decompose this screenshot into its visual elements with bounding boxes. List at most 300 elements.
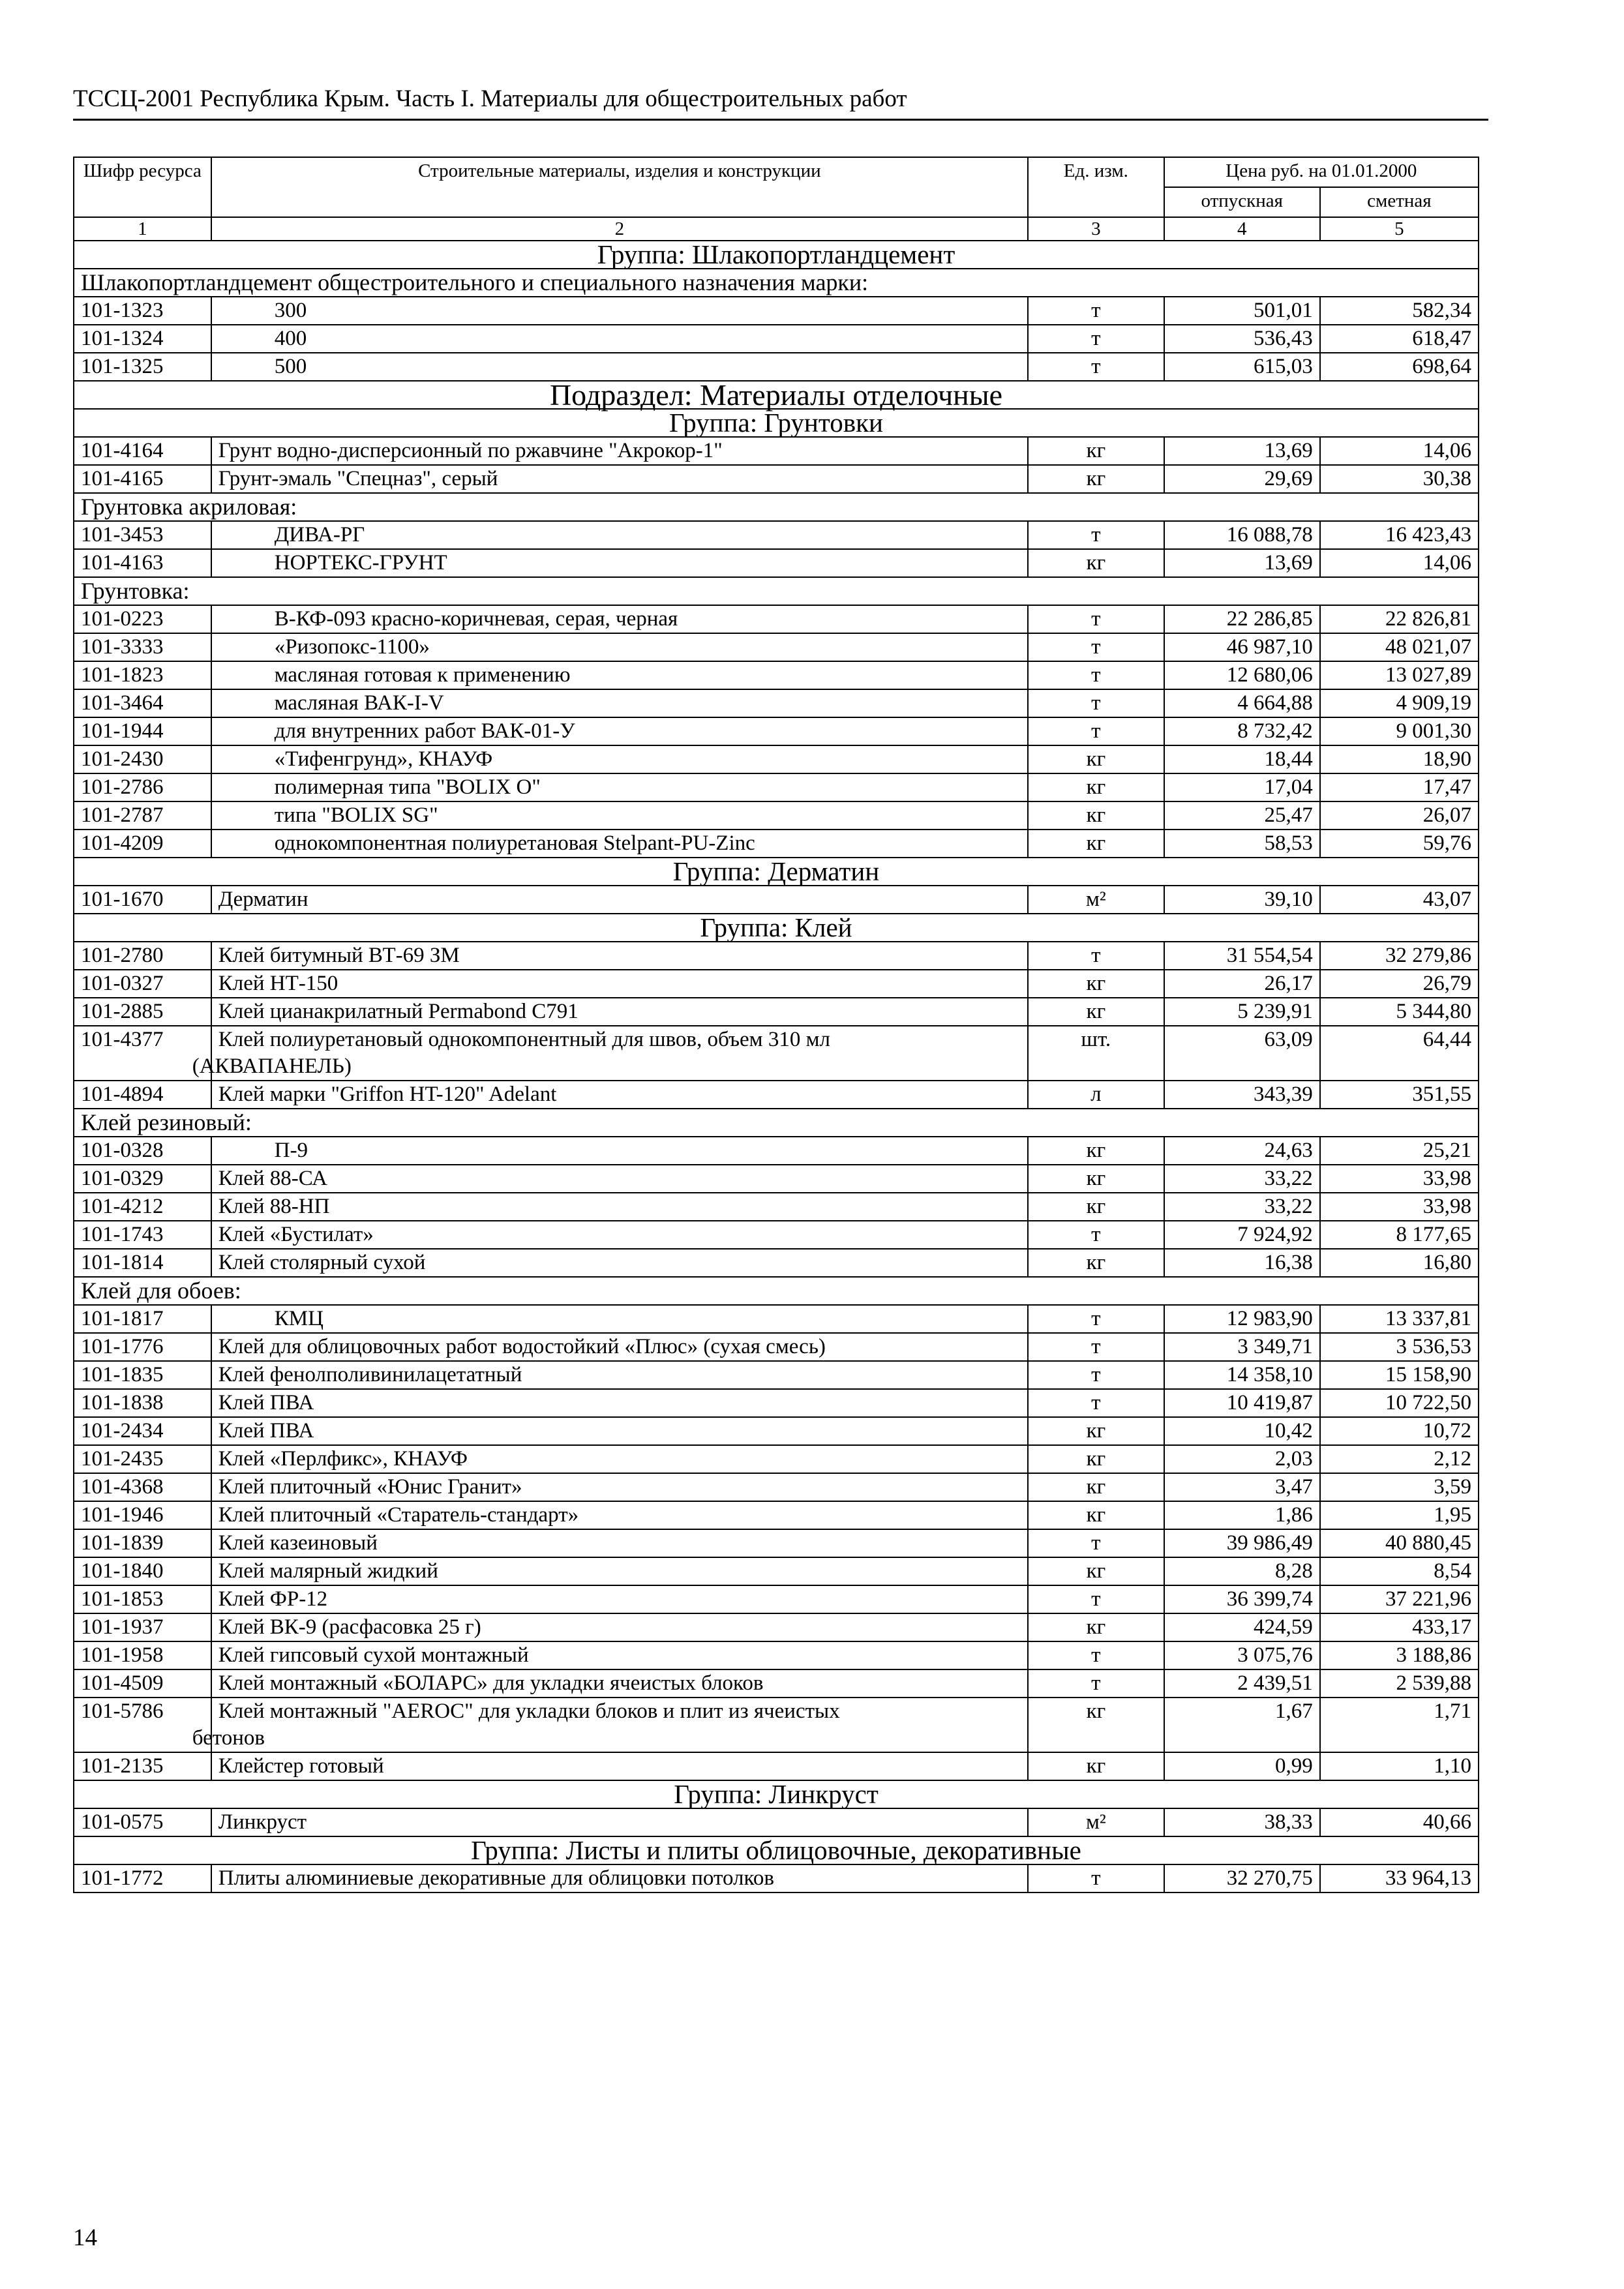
unit: т xyxy=(1028,1585,1164,1613)
material-name-line: Клей марки "Griffon HT-120" Adelant xyxy=(218,1083,557,1106)
material-name xyxy=(211,1445,1028,1473)
material-name xyxy=(211,745,1028,773)
group-row xyxy=(74,1836,1479,1864)
material-name xyxy=(211,942,1028,970)
material-name-line: Клей казеиновый xyxy=(218,1531,378,1555)
material-name-line: Клей ВК-9 (расфасовка 25 г) xyxy=(218,1615,481,1639)
price-release: 343,39 xyxy=(1164,1081,1320,1109)
material-name-line: для внутренних работ ВАК-01-У xyxy=(274,719,575,743)
material-name xyxy=(211,1529,1028,1557)
group-row xyxy=(74,1780,1479,1808)
table-body xyxy=(74,241,1479,1893)
table-row xyxy=(74,1613,1479,1641)
price-estimate: 9 001,30 xyxy=(1320,717,1479,745)
price-release: 501,01 xyxy=(1164,297,1320,325)
unit: кг xyxy=(1028,549,1164,577)
resource-code: 101-3333 xyxy=(74,633,211,661)
price-release: 536,43 xyxy=(1164,325,1320,353)
group-title: Группа: Дерматин xyxy=(74,858,1479,886)
resource-code: 101-3464 xyxy=(74,689,211,717)
subheader-text: Клей резиновый: xyxy=(74,1109,1479,1137)
unit: т xyxy=(1028,1389,1164,1417)
price-release: 3,47 xyxy=(1164,1473,1320,1501)
subheader-row xyxy=(74,1277,1479,1305)
header-price-estimate: сметная xyxy=(1320,187,1479,217)
price-estimate: 40 880,45 xyxy=(1320,1529,1479,1557)
unit: кг xyxy=(1028,801,1164,830)
table-row xyxy=(74,1305,1479,1333)
material-name xyxy=(211,998,1028,1026)
table-row xyxy=(74,1417,1479,1445)
table-row xyxy=(74,1752,1479,1780)
unit: кг xyxy=(1028,1698,1164,1752)
material-name xyxy=(211,633,1028,661)
price-estimate: 14,06 xyxy=(1320,549,1479,577)
material-name-line: Клей полиуретановый однокомпонентный для швов, объем 310 мл xyxy=(218,1028,830,1051)
unit: кг xyxy=(1028,437,1164,465)
material-name-line: Клей плиточный «Юнис Гранит» xyxy=(218,1475,522,1499)
price-release: 7 924,92 xyxy=(1164,1221,1320,1249)
unit: кг xyxy=(1028,1445,1164,1473)
resource-code: 101-1772 xyxy=(74,1864,211,1893)
unit: кг xyxy=(1028,1137,1164,1165)
resource-code: 101-1817 xyxy=(74,1305,211,1333)
material-name-line: Клей гипсовый сухой монтажный xyxy=(218,1643,529,1667)
material-name-line: Клейстер готовый xyxy=(218,1754,384,1778)
price-release: 13,69 xyxy=(1164,549,1320,577)
group-row xyxy=(74,914,1479,942)
price-estimate: 433,17 xyxy=(1320,1613,1479,1641)
resource-code: 101-4894 xyxy=(74,1081,211,1109)
resource-code: 101-1840 xyxy=(74,1557,211,1585)
price-estimate: 17,47 xyxy=(1320,773,1479,801)
material-name xyxy=(211,353,1028,381)
unit: кг xyxy=(1028,465,1164,493)
price-estimate: 14,06 xyxy=(1320,437,1479,465)
material-name-line: Клей 88-НП xyxy=(218,1195,330,1218)
unit: т xyxy=(1028,1641,1164,1669)
material-name-line: Клей битумный ВТ-69 ЗМ xyxy=(218,944,460,967)
table-row xyxy=(74,1361,1479,1389)
unit: т xyxy=(1028,717,1164,745)
material-name xyxy=(211,1501,1028,1529)
group-title: Группа: Клей xyxy=(74,914,1479,942)
price-estimate: 618,47 xyxy=(1320,325,1479,353)
material-name xyxy=(211,689,1028,717)
price-release: 25,47 xyxy=(1164,801,1320,830)
table-row xyxy=(74,521,1479,549)
material-name xyxy=(211,773,1028,801)
material-name xyxy=(211,521,1028,549)
price-release: 1,67 xyxy=(1164,1698,1320,1752)
resource-code: 101-1325 xyxy=(74,353,211,381)
material-name-line: масляная готовая к применению xyxy=(274,663,571,687)
header-name: Строительные материалы, изделия и конструкции xyxy=(211,157,1028,217)
unit: т xyxy=(1028,325,1164,353)
material-name-line: Клей монтажный "AEROC" для укладки блоков и плит из ячеистых xyxy=(218,1699,840,1723)
material-name xyxy=(211,801,1028,830)
table-row xyxy=(74,886,1479,914)
material-name-line: Клей ПВА xyxy=(218,1419,314,1443)
material-name-line: Клей 88-СА xyxy=(218,1167,327,1190)
material-name-line: Дерматин xyxy=(218,888,308,911)
price-table xyxy=(73,157,1479,1893)
unit: т xyxy=(1028,633,1164,661)
material-name xyxy=(192,1026,1028,1081)
price-estimate: 59,76 xyxy=(1320,830,1479,858)
material-name-line: 300 xyxy=(274,299,307,322)
resource-code: 101-0329 xyxy=(74,1165,211,1193)
material-name xyxy=(211,605,1028,633)
table-row xyxy=(74,942,1479,970)
material-name-line: П-9 xyxy=(274,1139,308,1162)
table-row xyxy=(74,773,1479,801)
price-release: 39 986,49 xyxy=(1164,1529,1320,1557)
subheader-row xyxy=(74,269,1479,297)
resource-code: 101-4212 xyxy=(74,1193,211,1221)
price-release: 8 732,42 xyxy=(1164,717,1320,745)
resource-code: 101-1324 xyxy=(74,325,211,353)
unit: т xyxy=(1028,689,1164,717)
price-release: 4 664,88 xyxy=(1164,689,1320,717)
material-name xyxy=(211,1361,1028,1389)
resource-code: 101-1835 xyxy=(74,1361,211,1389)
table-row xyxy=(74,1501,1479,1529)
material-name-line: КМЦ xyxy=(274,1307,323,1330)
resource-code: 101-1814 xyxy=(74,1249,211,1277)
price-estimate: 15 158,90 xyxy=(1320,1361,1479,1389)
table-row xyxy=(74,830,1479,858)
unit: т xyxy=(1028,1529,1164,1557)
price-estimate: 26,07 xyxy=(1320,801,1479,830)
material-name xyxy=(211,1417,1028,1445)
material-name xyxy=(211,717,1028,745)
unit: т xyxy=(1028,1361,1164,1389)
resource-code: 101-1776 xyxy=(74,1333,211,1361)
price-release: 46 987,10 xyxy=(1164,633,1320,661)
resource-code: 101-0223 xyxy=(74,605,211,633)
material-name-line: масляная ВАК-I-V xyxy=(274,691,444,715)
unit: т xyxy=(1028,1305,1164,1333)
material-name-line: Клей монтажный «БОЛАРС» для укладки ячеистых блоков xyxy=(218,1671,764,1695)
price-release: 36 399,74 xyxy=(1164,1585,1320,1613)
unit: кг xyxy=(1028,1613,1164,1641)
material-name-line: Линкруст xyxy=(218,1810,307,1834)
material-name-line: В-КФ-093 красно-коричневая, серая, черная xyxy=(274,607,678,631)
group-title: Группа: Грунтовки xyxy=(74,409,1479,437)
resource-code: 101-1937 xyxy=(74,1613,211,1641)
column-number: 5 xyxy=(1320,217,1479,241)
price-estimate: 16,80 xyxy=(1320,1249,1479,1277)
price-release: 10,42 xyxy=(1164,1417,1320,1445)
price-release: 58,53 xyxy=(1164,830,1320,858)
unit: кг xyxy=(1028,1165,1164,1193)
table-row xyxy=(74,633,1479,661)
material-name xyxy=(211,1808,1028,1836)
price-release: 13,69 xyxy=(1164,437,1320,465)
material-name xyxy=(192,1698,1028,1752)
unit: м² xyxy=(1028,886,1164,914)
material-name-line: полимерная типа "BOLIX O" xyxy=(274,775,541,799)
table-row xyxy=(74,1193,1479,1221)
price-release: 29,69 xyxy=(1164,465,1320,493)
material-name xyxy=(211,970,1028,998)
material-name-line: Клей НТ-150 xyxy=(218,972,338,995)
unit: шт. xyxy=(1028,1026,1164,1081)
unit: т xyxy=(1028,1864,1164,1893)
material-name-line: ДИВА-РГ xyxy=(274,523,365,546)
table-row xyxy=(74,1389,1479,1417)
price-estimate: 1,71 xyxy=(1320,1698,1479,1752)
page-number: 14 xyxy=(73,2224,97,2251)
unit: кг xyxy=(1028,830,1164,858)
unit: м² xyxy=(1028,1808,1164,1836)
table-row xyxy=(74,998,1479,1026)
material-name-line: Клей «Бустилат» xyxy=(218,1223,374,1246)
resource-code: 101-3453 xyxy=(74,521,211,549)
price-estimate: 48 021,07 xyxy=(1320,633,1479,661)
price-release: 424,59 xyxy=(1164,1613,1320,1641)
column-number: 3 xyxy=(1028,217,1164,241)
price-estimate: 8,54 xyxy=(1320,1557,1479,1585)
material-name xyxy=(211,1669,1028,1698)
column-number: 4 xyxy=(1164,217,1320,241)
price-release: 10 419,87 xyxy=(1164,1389,1320,1417)
price-estimate: 33,98 xyxy=(1320,1165,1479,1193)
unit: т xyxy=(1028,942,1164,970)
resource-code: 101-0328 xyxy=(74,1137,211,1165)
price-release: 12 983,90 xyxy=(1164,1305,1320,1333)
material-name xyxy=(211,1613,1028,1641)
material-name xyxy=(211,1864,1028,1893)
material-name-line: Клей «Перлфикс», КНАУФ xyxy=(218,1447,468,1471)
unit: т xyxy=(1028,353,1164,381)
price-estimate: 64,44 xyxy=(1320,1026,1479,1081)
material-name-line: Клей цианакрилатный Permabond C791 xyxy=(218,1000,579,1023)
resource-code: 101-4377 xyxy=(74,1026,211,1081)
table-row xyxy=(74,1529,1479,1557)
price-release: 22 286,85 xyxy=(1164,605,1320,633)
resource-code: 101-4209 xyxy=(74,830,211,858)
price-release: 33,22 xyxy=(1164,1193,1320,1221)
table-row xyxy=(74,297,1479,325)
resource-code: 101-2786 xyxy=(74,773,211,801)
price-estimate: 43,07 xyxy=(1320,886,1479,914)
resource-code: 101-4368 xyxy=(74,1473,211,1501)
price-estimate: 16 423,43 xyxy=(1320,521,1479,549)
price-estimate: 40,66 xyxy=(1320,1808,1479,1836)
resource-code: 101-4164 xyxy=(74,437,211,465)
resource-code: 101-1670 xyxy=(74,886,211,914)
group-title: Группа: Листы и плиты облицовочные, декоративные xyxy=(74,1836,1479,1864)
material-name-line: однокомпонентная полиуретановая Stelpant-PU-Zinc xyxy=(274,831,755,855)
material-name xyxy=(211,437,1028,465)
table-row xyxy=(74,1473,1479,1501)
group-row xyxy=(74,858,1479,886)
price-release: 16 088,78 xyxy=(1164,521,1320,549)
subheader-text: Грунтовка: xyxy=(74,577,1479,605)
header-price-group: Цена руб. на 01.01.2000 xyxy=(1164,157,1479,187)
subsection-title: Подраздел: Материалы отделочные xyxy=(74,381,1479,409)
price-estimate: 4 909,19 xyxy=(1320,689,1479,717)
subheader-row xyxy=(74,1109,1479,1137)
price-release: 18,44 xyxy=(1164,745,1320,773)
price-estimate: 18,90 xyxy=(1320,745,1479,773)
material-name-line: Клей столярный сухой xyxy=(218,1251,426,1274)
price-release: 2,03 xyxy=(1164,1445,1320,1473)
material-name-line: «Тифенгрунд», КНАУФ xyxy=(274,747,493,771)
price-estimate: 5 344,80 xyxy=(1320,998,1479,1026)
table-row xyxy=(74,549,1479,577)
group-row xyxy=(74,409,1479,437)
resource-code: 101-1323 xyxy=(74,297,211,325)
price-estimate: 2,12 xyxy=(1320,1445,1479,1473)
price-estimate: 25,21 xyxy=(1320,1137,1479,1165)
resource-code: 101-1838 xyxy=(74,1389,211,1417)
resource-code: 101-2787 xyxy=(74,801,211,830)
material-name xyxy=(211,1333,1028,1361)
price-estimate: 3 188,86 xyxy=(1320,1641,1479,1669)
resource-code: 101-2434 xyxy=(74,1417,211,1445)
material-name xyxy=(211,1221,1028,1249)
table-row xyxy=(74,1641,1479,1669)
table-row xyxy=(74,605,1479,633)
material-name-continuation: бетонов xyxy=(192,1726,265,1750)
resource-code: 101-1946 xyxy=(74,1501,211,1529)
material-name xyxy=(211,1585,1028,1613)
resource-code: 101-2435 xyxy=(74,1445,211,1473)
material-name xyxy=(211,1641,1028,1669)
table-row xyxy=(74,1864,1479,1893)
group-title: Группа: Шлакопортландцемент xyxy=(74,241,1479,269)
material-name xyxy=(211,1249,1028,1277)
material-name xyxy=(211,830,1028,858)
resource-code: 101-0575 xyxy=(74,1808,211,1836)
column-number: 2 xyxy=(211,217,1028,241)
unit: т xyxy=(1028,1333,1164,1361)
resource-code: 101-0327 xyxy=(74,970,211,998)
table-row xyxy=(74,437,1479,465)
unit: т xyxy=(1028,521,1164,549)
unit: т xyxy=(1028,297,1164,325)
unit: т xyxy=(1028,605,1164,633)
unit: кг xyxy=(1028,970,1164,998)
price-release: 38,33 xyxy=(1164,1808,1320,1836)
resource-code: 101-4509 xyxy=(74,1669,211,1698)
material-name-line: Грунт-эмаль "Спецназ", серый xyxy=(218,467,498,490)
material-name xyxy=(211,1389,1028,1417)
price-release: 2 439,51 xyxy=(1164,1669,1320,1698)
table-row xyxy=(74,325,1479,353)
price-release: 63,09 xyxy=(1164,1026,1320,1081)
price-estimate: 698,64 xyxy=(1320,353,1479,381)
table-row xyxy=(74,1808,1479,1836)
unit: кг xyxy=(1028,773,1164,801)
price-estimate: 32 279,86 xyxy=(1320,942,1479,970)
price-estimate: 2 539,88 xyxy=(1320,1669,1479,1698)
price-estimate: 3 536,53 xyxy=(1320,1333,1479,1361)
unit: кг xyxy=(1028,998,1164,1026)
column-number: 1 xyxy=(74,217,211,241)
unit: кг xyxy=(1028,1249,1164,1277)
material-name xyxy=(211,1557,1028,1585)
material-name xyxy=(211,325,1028,353)
price-estimate: 1,95 xyxy=(1320,1501,1479,1529)
material-name-line: 400 xyxy=(274,327,307,350)
material-name-line: Клей ФР-12 xyxy=(218,1587,328,1611)
resource-code: 101-1944 xyxy=(74,717,211,745)
resource-code: 101-1958 xyxy=(74,1641,211,1669)
unit: т xyxy=(1028,1669,1164,1698)
resource-code: 101-4163 xyxy=(74,549,211,577)
table-row xyxy=(74,1165,1479,1193)
price-estimate: 26,79 xyxy=(1320,970,1479,998)
price-release: 5 239,91 xyxy=(1164,998,1320,1026)
subheader-row xyxy=(74,493,1479,521)
running-head: ТССЦ-2001 Республика Крым. Часть I. Материалы для общестроительных работ xyxy=(73,83,1488,121)
price-estimate: 3,59 xyxy=(1320,1473,1479,1501)
price-release: 32 270,75 xyxy=(1164,1864,1320,1893)
subheader-row xyxy=(74,577,1479,605)
price-estimate: 33,98 xyxy=(1320,1193,1479,1221)
price-estimate: 37 221,96 xyxy=(1320,1585,1479,1613)
material-name xyxy=(211,1473,1028,1501)
unit: кг xyxy=(1028,1752,1164,1780)
material-name-line: НОРТЕКС-ГРУНТ xyxy=(274,551,447,575)
group-row xyxy=(74,241,1479,269)
resource-code: 101-2135 xyxy=(74,1752,211,1780)
table-row xyxy=(74,465,1479,493)
unit: кг xyxy=(1028,1193,1164,1221)
material-name-line: Клей для облицовочных работ водостойкий «Плюс» (сухая смесь) xyxy=(218,1335,826,1358)
material-name-continuation: (АКВАПАНЕЛЬ) xyxy=(192,1055,352,1078)
material-name-line: «Ризопокс-1100» xyxy=(274,635,430,659)
subheader-text: Клей для обоев: xyxy=(74,1277,1479,1305)
material-name xyxy=(211,1165,1028,1193)
price-release: 12 680,06 xyxy=(1164,661,1320,689)
material-name-line: типа "BOLIX SG" xyxy=(274,803,438,827)
unit: т xyxy=(1028,1221,1164,1249)
price-release: 24,63 xyxy=(1164,1137,1320,1165)
material-name-line: Клей плиточный «Старатель-стандарт» xyxy=(218,1503,579,1527)
price-estimate: 22 826,81 xyxy=(1320,605,1479,633)
price-release: 615,03 xyxy=(1164,353,1320,381)
price-release: 31 554,54 xyxy=(1164,942,1320,970)
header-price-release: отпускная xyxy=(1164,187,1320,217)
unit: кг xyxy=(1028,1417,1164,1445)
table-row xyxy=(74,801,1479,830)
material-name-line: 500 xyxy=(274,355,307,378)
price-estimate: 13 027,89 xyxy=(1320,661,1479,689)
table-row xyxy=(74,970,1479,998)
price-estimate: 10,72 xyxy=(1320,1417,1479,1445)
price-estimate: 10 722,50 xyxy=(1320,1389,1479,1417)
price-estimate: 8 177,65 xyxy=(1320,1221,1479,1249)
resource-code: 101-1743 xyxy=(74,1221,211,1249)
group-title: Группа: Линкруст xyxy=(74,1780,1479,1808)
material-name xyxy=(211,1193,1028,1221)
resource-code: 101-1839 xyxy=(74,1529,211,1557)
material-name xyxy=(211,297,1028,325)
table-row xyxy=(74,1026,1479,1081)
price-release: 3 075,76 xyxy=(1164,1641,1320,1669)
resource-code: 101-1823 xyxy=(74,661,211,689)
price-release: 3 349,71 xyxy=(1164,1333,1320,1361)
table-row xyxy=(74,689,1479,717)
material-name xyxy=(211,1137,1028,1165)
unit: л xyxy=(1028,1081,1164,1109)
table-row xyxy=(74,1585,1479,1613)
